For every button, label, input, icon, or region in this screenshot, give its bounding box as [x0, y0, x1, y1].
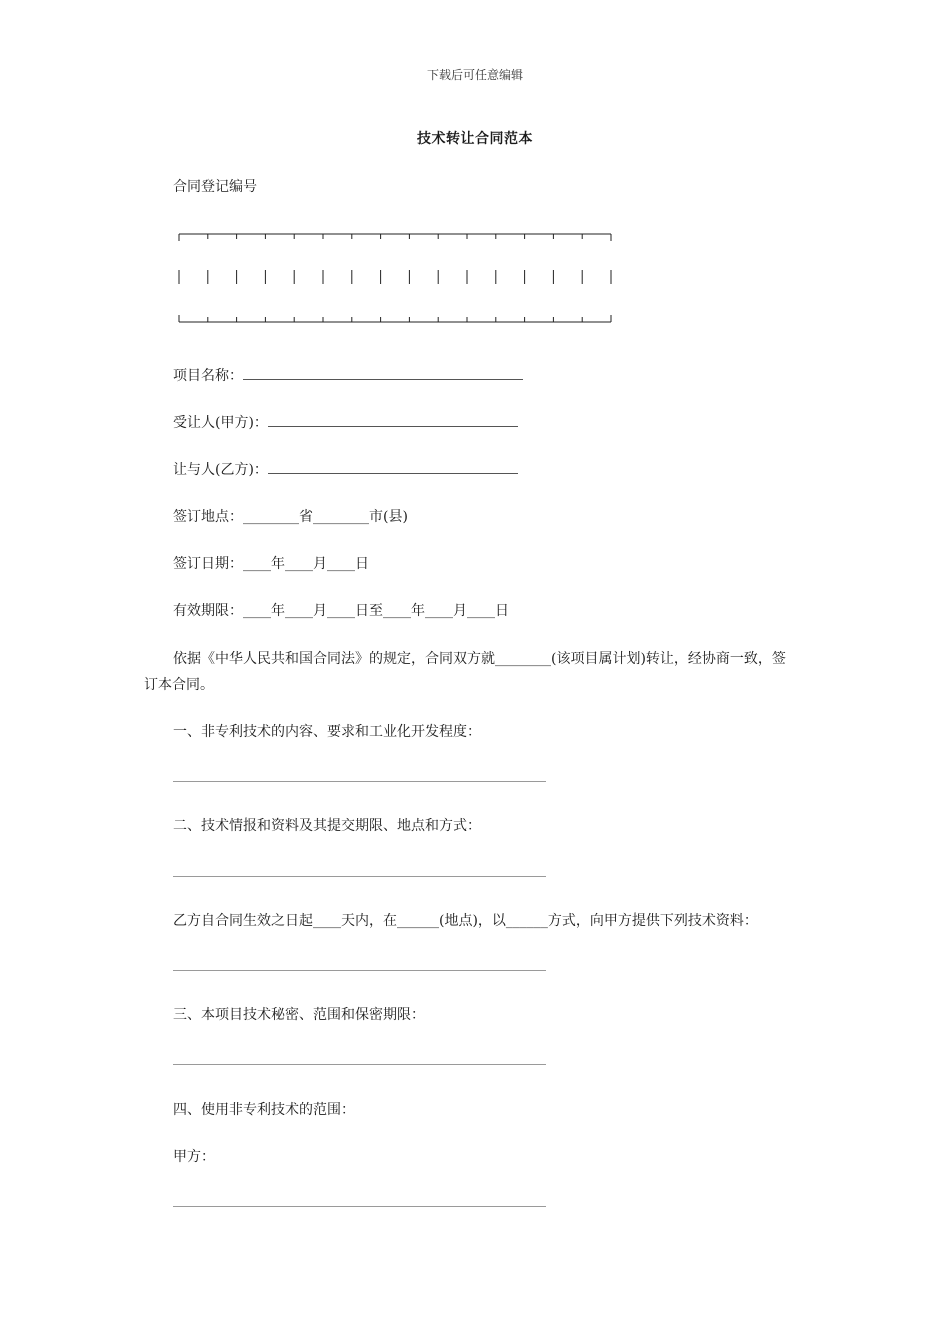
signing-date-row: [173, 553, 369, 573]
party-a-answer-line[interactable]: [173, 1206, 546, 1207]
project-name-row: [173, 365, 523, 385]
section-2-answer-line[interactable]: [173, 876, 546, 877]
city-blank[interactable]: ________: [313, 509, 369, 525]
assignor-row: [173, 459, 518, 479]
month-blank[interactable]: ____: [285, 556, 313, 572]
year-blank[interactable]: ____: [243, 556, 271, 572]
section-4-heading: 四、使用非专利技术的范围：: [173, 1102, 355, 1118]
section-2-heading: 二、技术情报和资料及其提交期限、地点和方式：: [173, 818, 481, 834]
party-a-label: 甲方：: [173, 1149, 215, 1165]
signing-place-row: [173, 506, 408, 526]
assignor-field[interactable]: [268, 459, 518, 474]
signing-place-label: 签订地点：: [173, 509, 243, 525]
delivery-clause: 乙方自合同生效之日起____天内，在______(地点)，以______方式，向甲方提供下列技术资料：: [173, 913, 758, 929]
project-name-field[interactable]: [243, 365, 523, 380]
section-1-heading: 一、非专利技术的内容、要求和工业化开发程度：: [173, 724, 481, 740]
assignee-field[interactable]: [268, 412, 518, 427]
header-note: 下载后可任意编辑: [426, 68, 523, 82]
city-label: 市(县): [369, 509, 408, 525]
validity-period[interactable]: ____年____月____日至____年____月____日: [243, 603, 509, 619]
section-3-heading: 三、本项目技术秘密、范围和保密期限：: [173, 1007, 425, 1023]
day-blank[interactable]: ____: [327, 556, 355, 572]
assignee-label: 受让人(甲方)：: [173, 415, 268, 431]
province-label: 省: [299, 509, 313, 525]
assignor-label: 让与人(乙方)：: [173, 462, 268, 478]
document-title: 技术转让合同范本: [417, 131, 533, 147]
project-name-label: 项目名称：: [173, 368, 243, 384]
delivery-answer-line[interactable]: [173, 970, 546, 971]
intro-paragraph-line1: 依据《中华人民共和国合同法》的规定，合同双方就________(该项目属计划)转让，经协商一致，签: [173, 651, 786, 667]
province-blank[interactable]: ________: [243, 509, 299, 525]
validity-row: [173, 600, 509, 620]
day-label: 日: [355, 556, 369, 572]
validity-label: 有效期限：: [173, 603, 243, 619]
assignee-row: [173, 412, 518, 432]
registration-label: 合同登记编号: [173, 179, 257, 195]
year-label: 年: [271, 556, 285, 572]
section-1-answer-line[interactable]: [173, 781, 546, 782]
section-3-answer-line[interactable]: [173, 1064, 546, 1065]
registration-number-boxes: [176, 226, 614, 330]
month-label: 月: [313, 556, 327, 572]
signing-date-label: 签订日期：: [173, 556, 243, 572]
intro-paragraph-line2: 订本合同。: [144, 677, 214, 693]
